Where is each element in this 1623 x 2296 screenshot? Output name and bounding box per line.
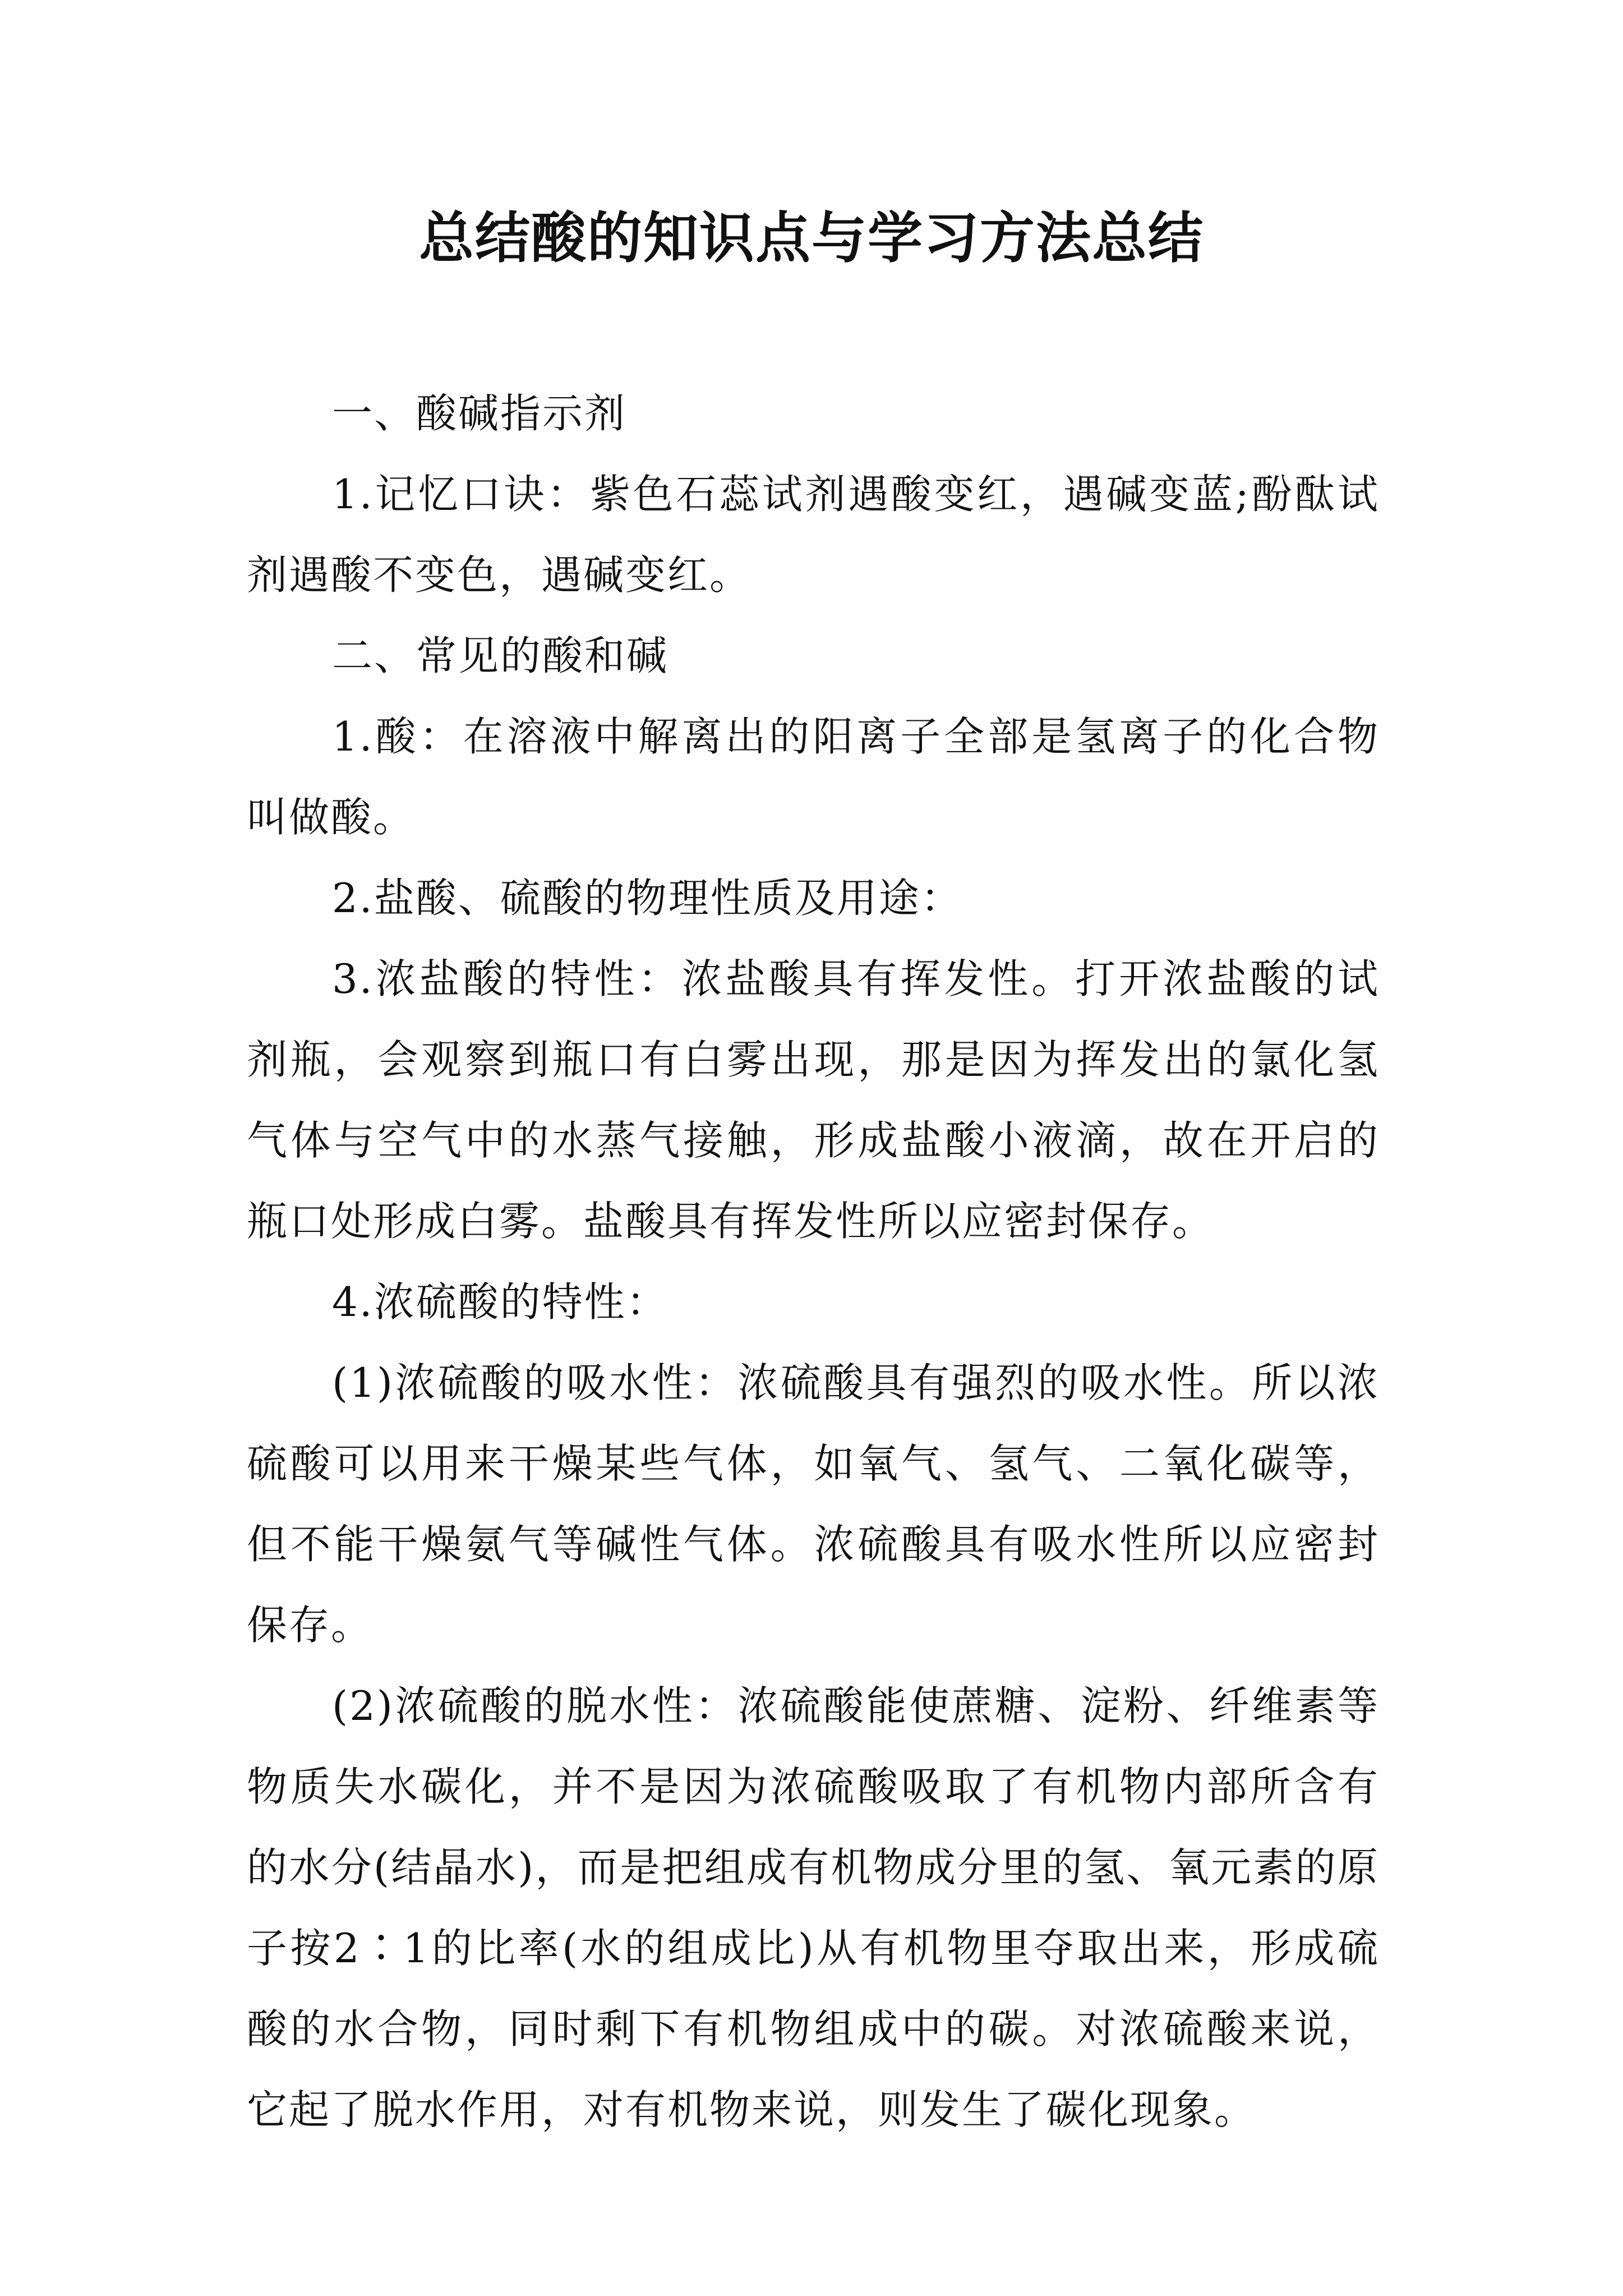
section-heading-indicators: 一、酸碱指示剂 [332, 390, 627, 437]
paragraph-acid-definition: 1.酸：在溶液中解离出的阳离子全部是氢离子的化合物叫做酸。 [247, 713, 1380, 841]
paragraph-physical-properties: 2.盐酸、硫酸的物理性质及用途： [332, 875, 963, 922]
paragraph-dehydration: (2)浓硫酸的脱水性：浓硫酸能使蔗糖、淀粉、纤维素等物质失水碳化，并不是因为浓硫酸吸取了有机物内部所含有的水分(结晶水)，而是把组成有机物成分里的氢、氧元素的原子按2∶1的比率(水的组成比)从有机物里夺取出来，形成硫酸的水合物，同时剩下有机物组成中的碳。对浓硫酸来说，它起了脱水作用，对有机物来说，则发生了碳化现象。 [247, 1682, 1380, 2133]
document-title: 总结酸的知识点与学习方法总结 [418, 206, 1204, 270]
paragraph-water-absorption: (1)浓硫酸的吸水性：浓硫酸具有强烈的吸水性。所以浓硫酸可以用来干燥某些气体，如氧气、氢气、二氧化碳等，但不能干燥氨气等碱性气体。浓硫酸具有吸水性所以应密封保存。 [247, 1359, 1380, 1649]
section-heading-common-acids-bases: 二、常见的酸和碱 [332, 632, 669, 679]
paragraph-sulfuric-acid-heading: 4.浓硫酸的特性： [332, 1278, 668, 1326]
paragraph-mnemonic: 1.记忆口诀：紫色石蕊试剂遇酸变红，遇碱变蓝;酚酞试剂遇酸不变色，遇碱变红。 [247, 471, 1380, 599]
paragraph-hydrochloric-acid: 3.浓盐酸的特性：浓盐酸具有挥发性。打开浓盐酸的试剂瓶，会观察到瓶口有白雾出现，那是因为挥发出的氯化氢气体与空气中的水蒸气接触，形成盐酸小液滴，故在开启的瓶口处形成白雾。盐酸具有挥发性所以应密封保存。 [247, 955, 1380, 1245]
document-body [247, 373, 1380, 2150]
